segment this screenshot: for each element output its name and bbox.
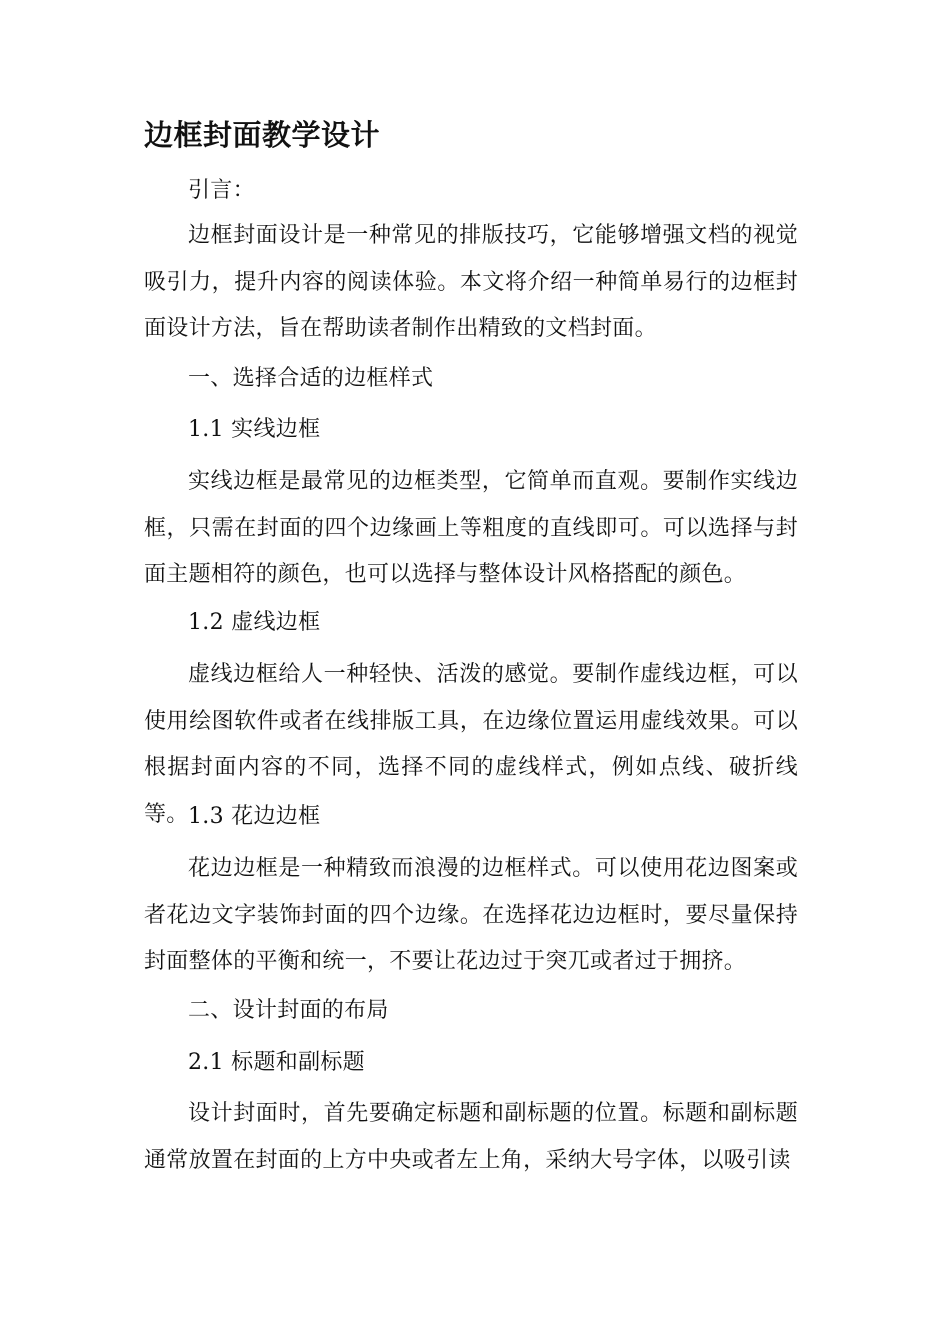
- subsection-2-1-heading: 2.1 标题和副标题: [188, 1050, 365, 1075]
- section-2-heading: 二、设计封面的布局: [188, 998, 389, 1023]
- subsection-1-3-heading: 1.3 花边边框: [188, 804, 321, 829]
- intro-label: 引言：: [188, 178, 255, 203]
- section-1-heading: 一、选择合适的边框样式: [188, 366, 434, 391]
- document-title: 边框封面教学设计: [144, 118, 381, 152]
- intro-paragraph: 边框封面设计是一种常见的排版技巧，它能够增强文档的视觉吸引力，提升内容的阅读体验。本文将介绍一种简单易行的边框封面设计方法，旨在帮助读者制作出精致的文档封面。: [144, 223, 798, 341]
- subsection-1-3-paragraph: 花边边框是一种精致而浪漫的边框样式。可以使用花边图案或者花边文字装饰封面的四个边缘。在选择花边边框时，要尽量保持封面整体的平衡和统一，不要让花边过于突兀或者过于拥挤。: [144, 856, 798, 974]
- subsection-1-1-paragraph: 实线边框是最常见的边框类型，它简单而直观。要制作实线边框，只需在封面的四个边缘画上等粗度的直线即可。可以选择与封面主题相符的颜色，也可以选择与整体设计风格搭配的颜色。: [144, 469, 798, 587]
- subsection-1-1-heading: 1.1 实线边框: [188, 417, 321, 442]
- subsection-1-2-heading: 1.2 虚线边框: [188, 610, 321, 635]
- subsection-1-2-paragraph: 虚线边框给人一种轻快、活泼的感觉。要制作虚线边框，可以使用绘图软件或者在线排版工具，在边缘位置运用虚线效果。可以根据封面内容的不同，选择不同的虚线样式，例如点线、破折线等。: [144, 662, 798, 827]
- subsection-2-1-paragraph: 设计封面时，首先要确定标题和副标题的位置。标题和副标题通常放置在封面的上方中央或者左上角，采纳大号字体，以吸引读: [144, 1101, 798, 1173]
